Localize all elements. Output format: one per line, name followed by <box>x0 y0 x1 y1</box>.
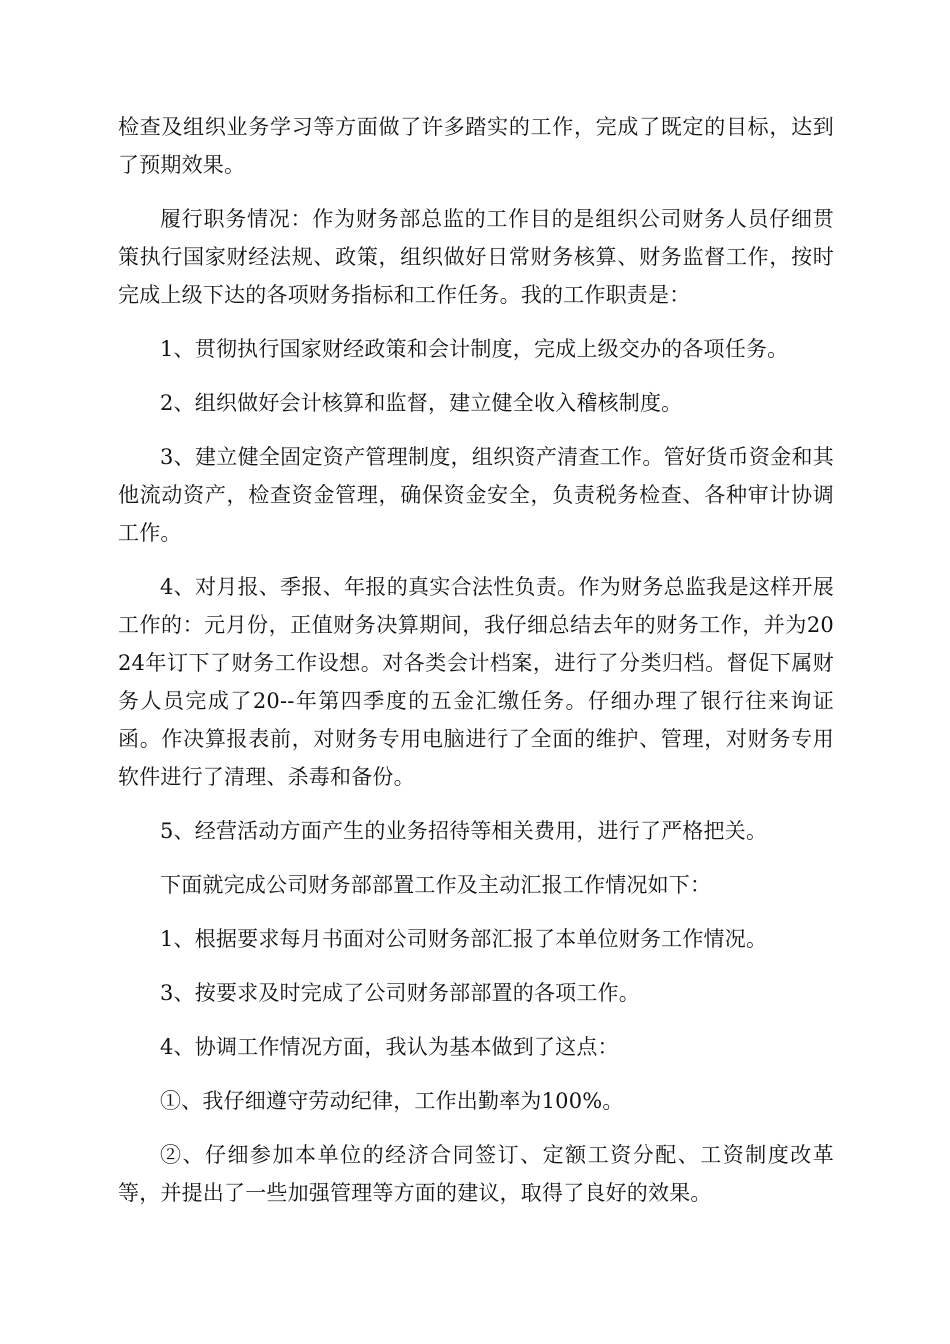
paragraph-duty-1: 1、贯彻执行国家财经政策和会计制度，完成上级交办的各项任务。 <box>160 337 789 361</box>
paragraph-duty-4: 4、对月报、季报、年报的真实合法性负责。作为财务总监我是这样开展工作的：元月份，正值财务决算期间，我仔细总结去年的财务工作，并为2024年订下了财务工作设想。对各类会计档案，进行了分类归档。督促下属财务人员完成了20--年第四季度的五金汇缴任务。仔细办理了银行往来询证函。作决算报表前，对财务专用电脑进行了全面的维护、管理，对财务专用软件进行了清理、杀毒和备份。 <box>118 575 834 789</box>
paragraph-report-intro: 下面就完成公司财务部部置工作及主动汇报工作情况如下： <box>160 873 712 897</box>
paragraph-subitem-1: ①、我仔细遵守劳动纪律，工作出勤率为100%。 <box>160 1089 624 1113</box>
paragraph-report-1: 1、根据要求每月书面对公司财务部汇报了本单位财务工作情况。 <box>160 927 768 951</box>
paragraph-continuation: 检查及组织业务学习等方面做了许多踏实的工作，完成了既定的目标，达到了预期效果。 <box>118 115 834 177</box>
paragraph-report-4: 4、协调工作情况方面，我认为基本做到了这点： <box>160 1035 619 1059</box>
paragraph-report-3: 3、按要求及时完成了公司财务部部置的各项工作。 <box>160 981 640 1005</box>
paragraph-subitem-2: ②、仔细参加本单位的经济合同签订、定额工资分配、工资制度改革等，并提出了一些加强管理等方面的建议，取得了良好的效果。 <box>118 1143 834 1205</box>
paragraph-duty-5: 5、经营活动方面产生的业务招待等相关费用，进行了严格把关。 <box>160 819 768 843</box>
paragraph-duty-overview: 履行职务情况：作为财务部总监的工作目的是组织公司财务人员仔细贯策执行国家财经法规、政策，组织做好日常财务核算、财务监督工作，按时完成上级下达的各项财务指标和工作任务。我的工作职责是： <box>118 207 834 307</box>
paragraph-duty-3: 3、建立健全固定资产管理制度，组织资产清查工作。管好货币资金和其他流动资产，检查资金管理，确保资金安全，负责税务检查、各种审计协调工作。 <box>118 445 834 545</box>
paragraph-duty-2: 2、组织做好会计核算和监督，建立健全收入稽核制度。 <box>160 391 683 415</box>
document-body <box>118 108 834 1212</box>
